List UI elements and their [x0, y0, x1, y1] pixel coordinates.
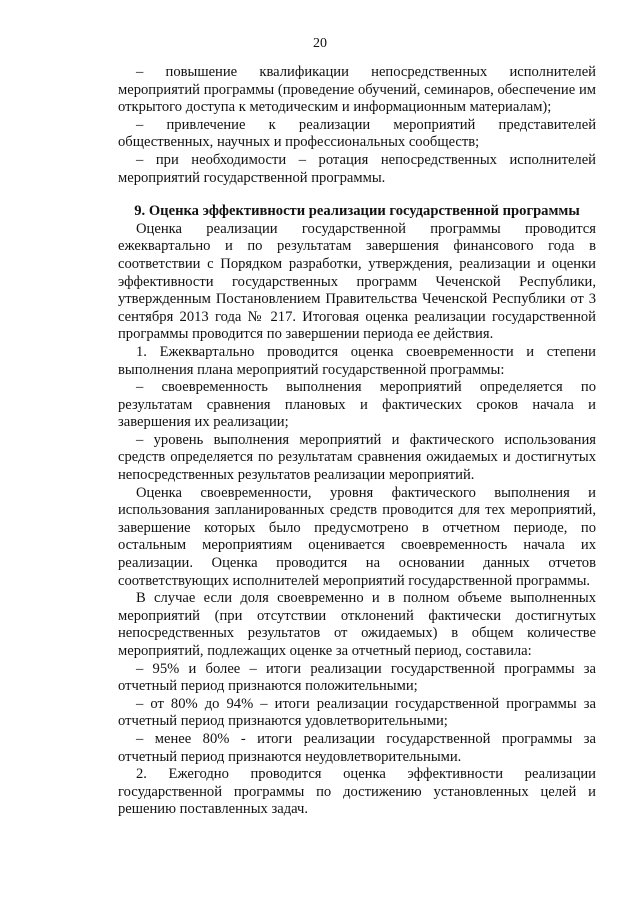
body-paragraph: 2. Ежегодно проводится оценка эффективности реализации государственной программы по достижению установленных целей и решению поставленных задач.: [118, 766, 596, 818]
bullet-paragraph: – менее 80% - итоги реализации государственной программы за отчетный период признаются неудовлетворительными.: [118, 730, 596, 765]
body-paragraph: В случае если доля своевременно и в полном объеме выполненных мероприятий (при отсутствии отклонений фактически достигнутых непосредственных результатов от ожидаемых) в общем количестве мероприятий, подлежащих оценке за отчетный период, составила:: [118, 590, 596, 659]
body-paragraph: 1. Ежеквартально проводится оценка своевременности и степени выполнения плана мероприятий государственной программы:: [118, 343, 596, 378]
bullet-paragraph: – своевременность выполнения мероприятий определяется по результатам сравнения плановых и фактических сроков начала и завершения их реализации;: [118, 379, 596, 431]
bullet-paragraph: – привлечение к реализации мероприятий представителей общественных, научных и профессиональных сообществ;: [118, 116, 596, 151]
body-paragraph: Оценка реализации государственной программы проводится ежеквартально и по результатам завершения финансового года в соответствии с Порядком разработки, утверждения, реализации и оценки эффективности государственных программ Чеченской Республики, утвержденным Постановлением Правительства Чеченской Республики от 3 сентября 2013 года № 217. Итоговая оценка реализации государственной программы проводится по завершении периода ее действия.: [118, 220, 596, 343]
page-content: [118, 64, 596, 819]
bullet-paragraph: – уровень выполнения мероприятий и фактического использования средств определяется по результатам сравнения ожидаемых и достигнутых непосредственных результатов реализации мероприятий.: [118, 431, 596, 484]
bullet-paragraph: – 95% и более – итоги реализации государственной программы за отчетный период признаются положительными;: [118, 660, 596, 695]
page-number: 20: [313, 36, 327, 51]
bullet-paragraph: – повышение квалификации непосредственных исполнителей мероприятий программы (проведение обучений, семинаров, обеспечение им открытого доступа к методическим и информационным материалам);: [118, 64, 596, 116]
body-paragraph: Оценка своевременности, уровня фактического выполнения и использования запланированных средств проводится для тех мероприятий, завершение которых было предусмотрено в отчетном периоде, по остальным мероприятиям оценивается своевременность начала их реализации. Оценка проводится на основании данных отчетов соответствующих исполнителей мероприятий государственной программы.: [118, 484, 596, 589]
bullet-paragraph: – при необходимости – ротация непосредственных исполнителей мероприятий государственной программы.: [118, 151, 596, 186]
section-heading: 9. Оценка эффективности реализации государственной программы: [134, 203, 580, 220]
bullet-paragraph: – от 80% до 94% – итоги реализации государственной программы за отчетный период признаются удовлетворительными;: [118, 695, 596, 730]
